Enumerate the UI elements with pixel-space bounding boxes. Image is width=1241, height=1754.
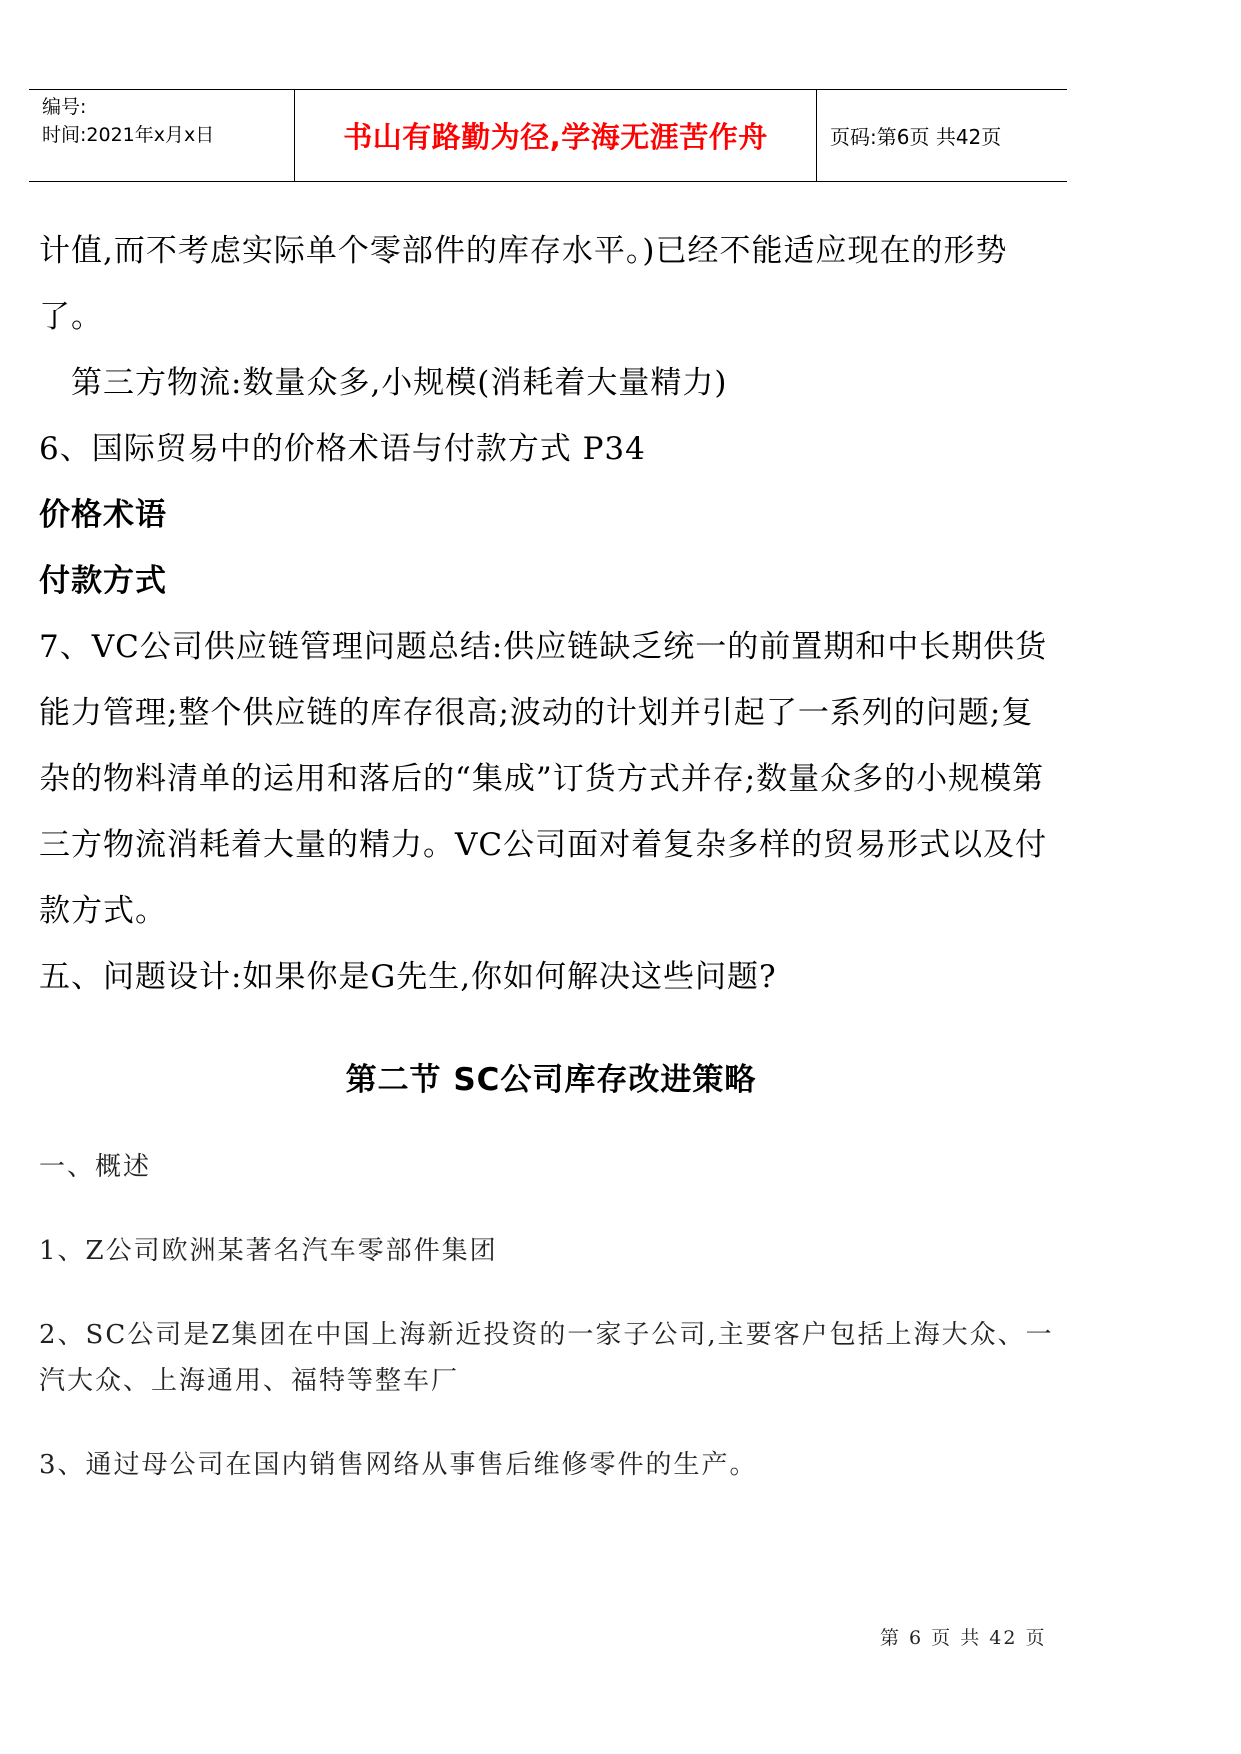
header-page-cell xyxy=(817,90,1067,181)
page-footer: 第 6 页 共 42 页 xyxy=(880,1627,1047,1649)
paragraph-question-design: 五、问题设计:如果你是G先生,你如何解决这些问题? xyxy=(39,959,777,995)
section-item-3: 3、通过母公司在国内销售网络从事售后维修零件的生产。 xyxy=(39,1450,758,1480)
header-motto: 书山有路勤为径,学海无涯苦作舟 xyxy=(343,120,768,154)
section-item-1: 1、Z公司欧洲某著名汽车零部件集团 xyxy=(39,1236,498,1266)
document-body xyxy=(39,218,1063,1488)
header-page-label: 页码:第6页 共42页 xyxy=(830,125,1002,149)
section-title: 第二节 SC公司库存改进策略 xyxy=(345,1062,757,1098)
paragraph-third-party-logistics: 第三方物流:数量众多,小规模(消耗着大量精力) xyxy=(71,365,728,401)
header-motto-cell xyxy=(295,90,817,181)
document-header xyxy=(29,89,1067,182)
section-overview: 一、概述 xyxy=(39,1152,152,1182)
section-item-2: 2、SC公司是Z集团在中国上海新近投资的一家子公司,主要客户包括上海大众、一汽大众、上海通用、福特等整车厂 xyxy=(39,1320,1054,1396)
header-time-label: 时间:2021年x月x日 xyxy=(42,124,215,146)
heading-payment-methods: 付款方式 xyxy=(39,563,167,599)
heading-price-terms: 价格术语 xyxy=(39,497,167,533)
paragraph-item-6: 6、国际贸易中的价格术语与付款方式 P34 xyxy=(39,431,646,467)
paragraph-item-7: 7、VC公司供应链管理问题总结:供应链缺乏统一的前置期和中长期供货能力管理;整个供应链的库存很高;波动的计划并引起了一系列的问题;复杂的物料清单的运用和落后的“集成”订货方式并存;数量众多的小规模第三方物流消耗着大量的精力。VC公司面对着复杂多样的贸易形式以及付款方式。 xyxy=(39,629,1048,929)
header-number-label: 编号: xyxy=(42,96,87,118)
header-meta-cell xyxy=(29,90,295,181)
paragraph-continuation: 计值,而不考虑实际单个零部件的库存水平。)已经不能适应现在的形势了。 xyxy=(39,233,1008,335)
